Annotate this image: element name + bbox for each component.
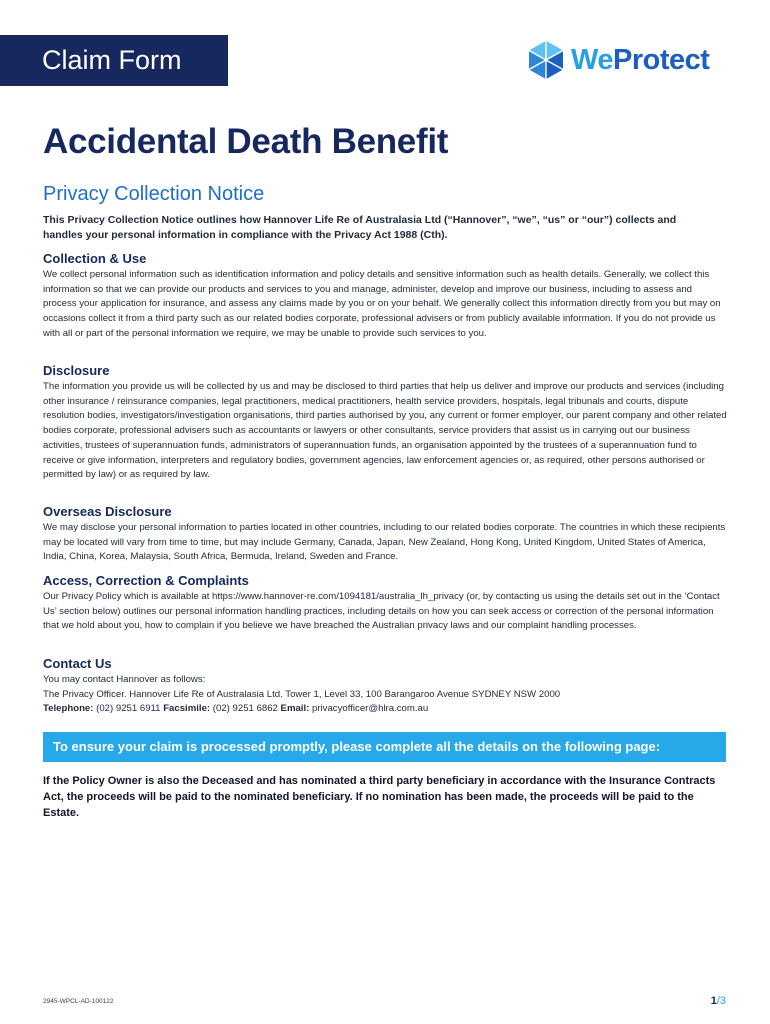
facsimile-value: (02) 9251 6862 [212,703,278,715]
section-heading: Overseas Disclosure [43,504,172,519]
page-number [711,995,726,1007]
section-body: We collect personal information such as identification information and policy details and sensitive information such as health details. Generally, we collect this information so that we can provide our products and services to you and manage, administer, develop and improve our business, including to assess and process your application for insurance, and assess any claims made by you or on your behalf. We generally collect this information directly from you but may on occasions collect it from a third party such as our related bodies corporate, professional advisers or from publicly available information. If you do not provide us with all or part of the personal information we require, we may be unable to provide such services to you. [43,269,721,339]
section-access [43,573,728,634]
section-body: Our Privacy Policy which is available at https://www.hannover-re.com/1094181/australia_lh_privacy (or, by contacting us using the details set out in the ‘Contact Us’ section below) outlines our personal information handling practices, including details on how you can seek access or correction of the personal information that we hold about you, how to complain if you believe we have breached the Australian privacy laws and our complaint handling processes. [43,591,720,632]
telephone-label: Telephone: [43,703,94,715]
logo-protect: Protect [612,43,710,76]
facsimile-label: Facsimile: [163,703,211,715]
claim-form-banner [0,35,228,86]
beneficiary-warning: If the Policy Owner is also the Deceased and has nominated a third party beneficiary in accordance with the Insurance Contracts Act, the proceeds will be paid to the nominated beneficiary. If no nomination has been made, the proceeds will be paid to the Estate. [43,775,716,819]
intro-text: This Privacy Collection Notice outlines how Hannover Life Re of Australasia Ltd (“Hannover”, “we”, “us” or “our”) collects and handles your personal information in compliance with the Privacy Act 1988 (Cth). [43,214,677,241]
page-total: /3 [716,995,726,1007]
section-collection [43,251,728,342]
email-label: Email: [280,703,310,715]
section-overseas [43,504,728,565]
telephone-value: (02) 9251 6911 [96,703,161,715]
section-body: The information you provide us will be collected by us and may be disclosed to third parties that help us deliver and improve our products and services (including other insurance / reinsurance companies, legal practitioners, medical practitioners, health service providers, hospitals, legal tribunals and courts, dispute resolution bodies, investigators/investigation organisations, third parties authorised by you, any current or former employer, our parent company and other related bodies corporate, professional advisers such as accountants or lawyers or other consultants, service providers that assist us in carrying out our business activities, trustees of superannuation funds, administrators of superannuation funds, an organisation appointed by the trustees of a superannuation fund to receive or give information, interpreters and regulatory bodies, government agencies, law enforcement agencies or, as required, other persons authorised or permitted by law) or as required by law. [43,381,727,481]
notice-text: To ensure your claim is processed promptly, please complete all the details on the following page: [53,739,661,754]
claim-notice-bar [43,732,726,762]
section-heading: Contact Us [43,656,112,671]
page-title: Accidental Death Benefit [43,122,449,161]
hexagon-cube-icon [527,40,565,80]
contact-details [43,702,728,717]
section-heading: Disclosure [43,363,110,378]
section-contact [43,656,728,717]
section-heading: Access, Correction & Complaints [43,573,249,588]
section-heading: Collection & Use [43,251,147,266]
logo-we: We [571,43,613,76]
contact-line1: You may contact Hannover as follows: [43,674,206,685]
email-value: privacyofficer@hlra.com.au [312,703,429,715]
section-body: We may disclose your personal information to parties located in other countries, including to our related bodies corporate. The countries in which these recipients may be located will vary from time to time, but may include Germany, Canada, Japan, New Zealand, Hong Kong, United Kingdom, United States of America, India, China, Korea, Malaysia, South Africa, Bermuda, Ireland, Sweden and France. [43,522,726,563]
contact-address: The Privacy Officer. Hannover Life Re of Australasia Ltd. Tower 1, Level 33, 100 Barangaroo Avenue SYDNEY NSW 2000 [43,688,561,700]
document-code: 2945-WPCL-AD-100122 [43,998,114,1005]
section-disclosure [43,363,728,483]
weprotect-logo [527,40,709,80]
page-current: 1 [710,995,717,1007]
logo-wordmark [571,44,709,77]
page-subtitle: Privacy Collection Notice [43,183,265,205]
banner-text: Claim Form [42,45,182,75]
